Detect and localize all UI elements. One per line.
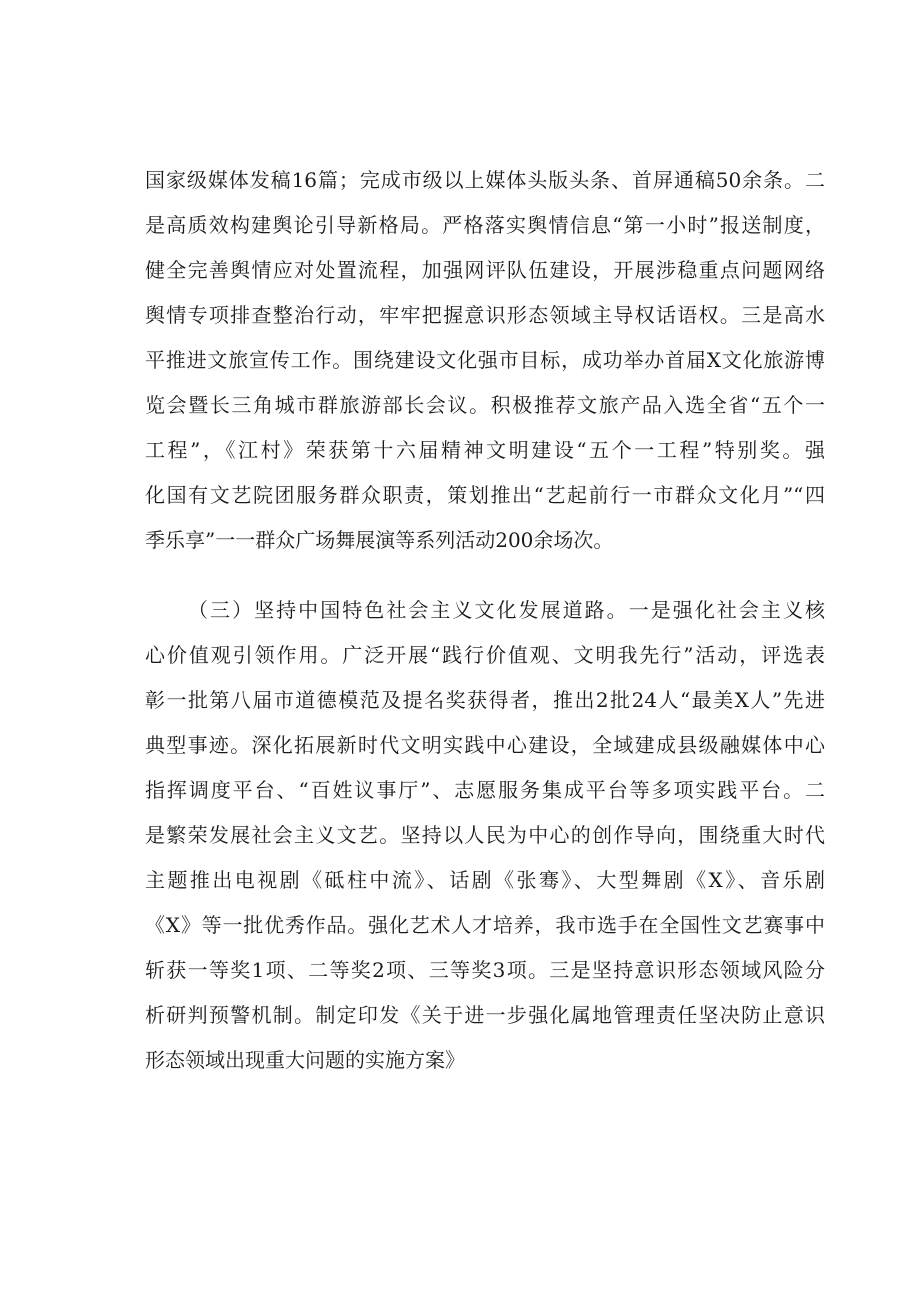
text-line-16: 主题推出电视剧《砥柱中流》、话剧《张骞》、大型舞剧《X》、音乐剧 <box>145 868 825 892</box>
section-heading-line: （三）坚持中国特色社会主义文化发展道路。一是强化社会主义核 <box>188 598 825 622</box>
text-line-11: 心价值观引领作用。广泛开展“践行价值观、文明我先行”活动，评选表 <box>145 643 825 667</box>
text-line-12: 彰一批第八届市道德模范及提名奖获得者，推出2批24人“最美X人”先进 <box>145 688 825 712</box>
text-line-19: 析研判预警机制。制定印发《关于进一步强化属地管理责任坚决防止意识 <box>145 1003 825 1027</box>
text-line-13: 典型事迹。深化拓展新时代文明实践中心建设，全域建成县级融媒体中心 <box>145 733 825 757</box>
text-line-17: 《X》等一批优秀作品。强化艺术人才培养，我市选手在全国性文艺赛事中 <box>145 913 825 937</box>
text-line-20: 形态领域出现重大问题的实施方案》 <box>145 1048 465 1072</box>
text-line-14: 指挥调度平台、“百姓议事厅”、志愿服务集成平台等多项实践平台。二 <box>145 778 825 802</box>
text-line-7: 工程”，《江村》荣获第十六届精神文明建设“五个一工程”特别奖。强 <box>145 438 825 462</box>
text-line-9: 季乐享”一一群众广场舞展演等系列活动200余场次。 <box>145 528 614 552</box>
text-line-1: 国家级媒体发稿16篇；完成市级以上媒体头版头条、首屏通稿50余条。二 <box>145 168 825 192</box>
text-line-2: 是高质效构建舆论引导新格局。严格落实舆情信息“第一小时”报送制度， <box>145 213 825 237</box>
text-line-15: 是繁荣发展社会主义文艺。坚持以人民为中心的创作导向，围绕重大时代 <box>145 823 825 847</box>
text-line-18: 斩获一等奖1项、二等奖2项、三等奖3项。三是坚持意识形态领域风险分 <box>145 958 825 982</box>
text-line-8: 化国有文艺院团服务群众职责，策划推出“艺起前行一市群众文化月”“四 <box>145 483 825 507</box>
text-line-6: 览会暨长三角城市群旅游部长会议。积极推荐文旅产品入选全省“五个一 <box>145 393 825 417</box>
text-line-3: 健全完善舆情应对处置流程，加强网评队伍建设，开展涉稳重点问题网络 <box>145 258 825 282</box>
text-line-5: 平推进文旅宣传工作。围绕建设文化强市目标，成功举办首届X文化旅游博 <box>145 348 825 372</box>
text-line-4: 舆情专项排查整治行动，牢牢把握意识形态领域主导权话语权。三是高水 <box>145 303 825 327</box>
